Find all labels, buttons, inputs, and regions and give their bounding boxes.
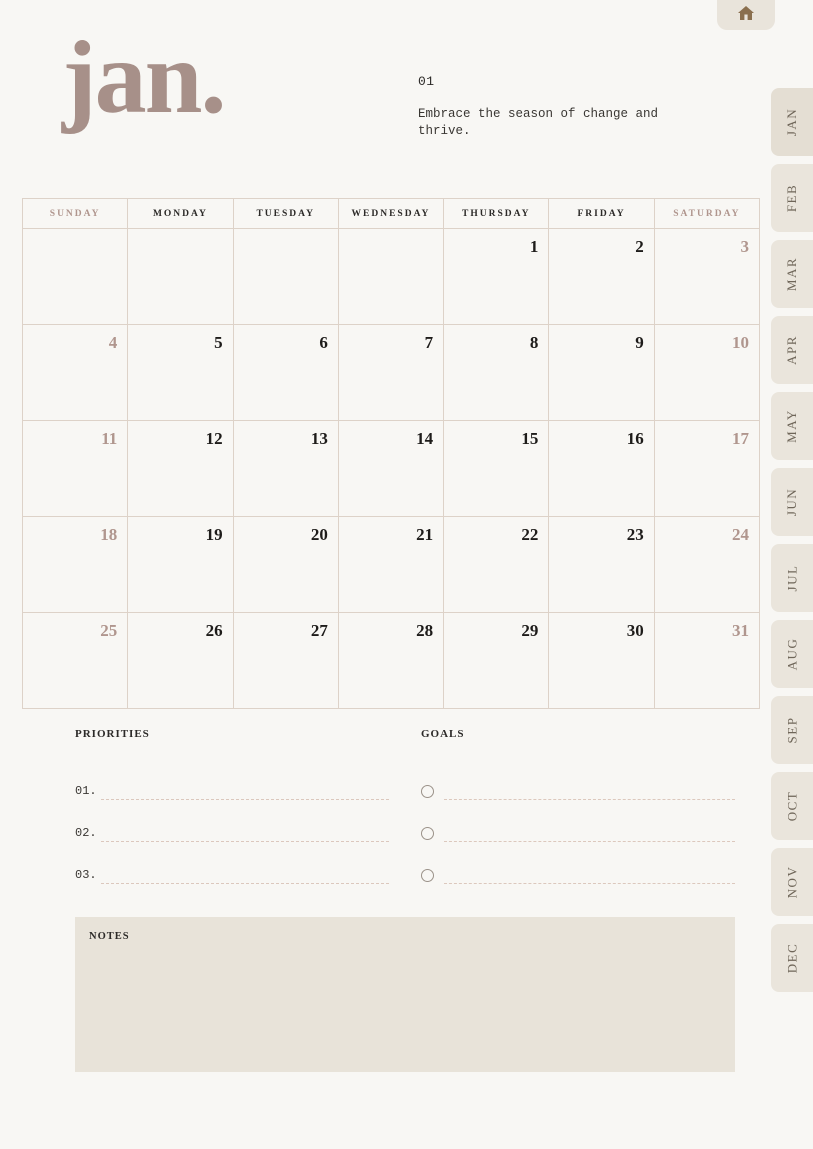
month-tab-label: JAN <box>784 107 799 137</box>
month-tab-feb[interactable] <box>771 164 813 232</box>
priority-write-line[interactable] <box>101 828 389 842</box>
calendar-grid <box>22 198 760 709</box>
goal-row[interactable] <box>421 812 735 842</box>
day-cell[interactable]: 14 <box>338 421 443 517</box>
month-tab-label: NOV <box>783 865 799 899</box>
weekday-header-saturday: SATURDAY <box>654 199 759 229</box>
month-tab-label: AUG <box>783 637 799 671</box>
weekday-header-sunday: SUNDAY <box>23 199 128 229</box>
day-cell[interactable]: 15 <box>444 421 549 517</box>
calendar-week-row <box>23 421 760 517</box>
goal-write-line[interactable] <box>444 828 735 842</box>
month-tab-aug[interactable] <box>771 620 813 688</box>
priority-number: 03. <box>75 868 97 882</box>
month-tab-label: JUL <box>783 564 799 592</box>
day-cell[interactable]: 16 <box>549 421 654 517</box>
month-tab-mar[interactable] <box>771 240 813 308</box>
month-tab-label: FEB <box>784 183 799 213</box>
day-cell[interactable] <box>338 229 443 325</box>
day-cell[interactable]: 29 <box>444 613 549 709</box>
month-tab-label: JUN <box>784 487 799 517</box>
goal-checkbox-icon[interactable] <box>421 869 434 882</box>
page-header <box>22 20 746 176</box>
weekday-header-thursday: THURSDAY <box>444 199 549 229</box>
day-cell[interactable]: 31 <box>654 613 759 709</box>
day-cell[interactable]: 6 <box>233 325 338 421</box>
goal-write-line[interactable] <box>444 786 735 800</box>
priority-write-line[interactable] <box>101 870 389 884</box>
month-tab-sep[interactable] <box>771 696 813 764</box>
notes-title: NOTES <box>89 931 130 942</box>
month-tab-label: MAY <box>784 409 799 443</box>
day-cell[interactable]: 30 <box>549 613 654 709</box>
day-cell[interactable]: 21 <box>338 517 443 613</box>
weekday-header-monday: MONDAY <box>128 199 233 229</box>
month-tab-oct[interactable] <box>771 772 813 840</box>
day-cell[interactable]: 17 <box>654 421 759 517</box>
day-cell[interactable]: 19 <box>128 517 233 613</box>
goals-section <box>421 728 735 896</box>
page-title: jan. <box>62 20 225 135</box>
calendar-week-row <box>23 229 760 325</box>
calendar-week-row <box>23 613 760 709</box>
day-cell[interactable]: 13 <box>233 421 338 517</box>
month-tab-nov[interactable] <box>771 848 813 916</box>
month-tab-dec[interactable] <box>771 924 813 992</box>
month-tab-label: SEP <box>784 716 799 744</box>
goals-title: GOALS <box>421 728 465 740</box>
goal-write-line[interactable] <box>444 870 735 884</box>
day-cell[interactable]: 1 <box>444 229 549 325</box>
priority-row[interactable] <box>75 812 389 842</box>
day-cell[interactable]: 25 <box>23 613 128 709</box>
month-tab-apr[interactable] <box>771 316 813 384</box>
day-cell[interactable]: 8 <box>444 325 549 421</box>
day-cell[interactable]: 18 <box>23 517 128 613</box>
month-tab-jul[interactable] <box>771 544 813 612</box>
goal-row[interactable] <box>421 770 735 800</box>
calendar-week-row <box>23 517 760 613</box>
goal-checkbox-icon[interactable] <box>421 785 434 798</box>
month-tab-jan[interactable] <box>771 88 813 156</box>
weekday-header-wednesday: WEDNESDAY <box>338 199 443 229</box>
day-cell[interactable]: 20 <box>233 517 338 613</box>
goal-checkbox-icon[interactable] <box>421 827 434 840</box>
day-cell[interactable] <box>128 229 233 325</box>
month-tab-rail <box>771 88 813 992</box>
month-tagline: Embrace the season of change and thrive. <box>418 107 659 138</box>
notes-section[interactable] <box>75 917 735 1072</box>
day-cell[interactable]: 3 <box>654 229 759 325</box>
day-cell[interactable]: 2 <box>549 229 654 325</box>
day-cell[interactable]: 28 <box>338 613 443 709</box>
day-cell[interactable]: 26 <box>128 613 233 709</box>
day-cell[interactable]: 24 <box>654 517 759 613</box>
priorities-title: PRIORITIES <box>75 728 150 740</box>
goal-row[interactable] <box>421 854 735 884</box>
day-cell[interactable]: 5 <box>128 325 233 421</box>
lists-section <box>75 728 735 896</box>
day-cell[interactable]: 22 <box>444 517 549 613</box>
month-tab-label: MAR <box>784 256 799 292</box>
month-number: 01 <box>418 74 435 89</box>
day-cell[interactable]: 23 <box>549 517 654 613</box>
calendar-week-row <box>23 325 760 421</box>
day-cell[interactable] <box>23 229 128 325</box>
month-tab-label: APR <box>783 335 799 365</box>
day-cell[interactable]: 10 <box>654 325 759 421</box>
day-cell[interactable]: 9 <box>549 325 654 421</box>
priority-row[interactable] <box>75 854 389 884</box>
day-cell[interactable]: 7 <box>338 325 443 421</box>
weekday-header-tuesday: TUESDAY <box>233 199 338 229</box>
home-button[interactable] <box>717 0 775 30</box>
day-cell[interactable] <box>233 229 338 325</box>
priority-row[interactable] <box>75 770 389 800</box>
day-cell[interactable]: 11 <box>23 421 128 517</box>
home-icon <box>736 3 756 23</box>
priority-write-line[interactable] <box>101 786 389 800</box>
day-cell[interactable]: 4 <box>23 325 128 421</box>
month-tab-label: DEC <box>784 942 799 974</box>
priority-number: 01. <box>75 784 97 798</box>
day-cell[interactable]: 12 <box>128 421 233 517</box>
priority-number: 02. <box>75 826 97 840</box>
calendar-header-row <box>23 199 760 229</box>
month-tab-label: OCT <box>784 790 799 822</box>
weekday-header-friday: FRIDAY <box>549 199 654 229</box>
month-tab-may[interactable] <box>771 392 813 460</box>
month-tab-jun[interactable] <box>771 468 813 536</box>
priorities-section <box>75 728 389 896</box>
day-cell[interactable]: 27 <box>233 613 338 709</box>
